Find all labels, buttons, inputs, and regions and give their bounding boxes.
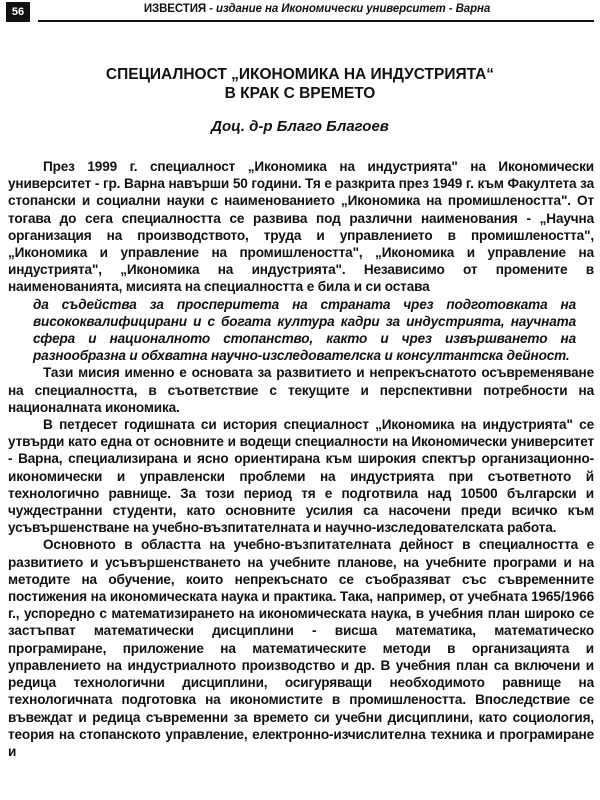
paragraph-1: През 1999 г. специалност „Икономика на индустрията" на Икономически университет - гр. Варна навърши 50 години. Тя е разкрита през 1949 г. към Факултета за стопански и социални науки с наименованието „Икономика на промишлеността". От тогава до сега специалността се развива под различни наименования - „Научна организация на производството, труда и управлението в промишлеността", „Икономика и управление на промишлеността", „Икономика и управление на индустрията", „Икономика на индустрията". Независимо от промените в наименованията, мисията на специалността е била и си остава <box>8 159 594 295</box>
article-body <box>8 158 594 760</box>
paragraph-2: Тази мисия именно е основата за развитието и непрекъснатото осъвременяване на специалността, в съответствие с текущите и перспективни потребности на националната икономика. <box>8 365 594 415</box>
journal-title-upper: ИЗВЕСТИЯ <box>143 3 207 15</box>
header-rule <box>38 20 594 22</box>
journal-title-rest: - издание на Икономически университет - Варна <box>206 3 491 15</box>
article-title-line-1: СПЕЦИАЛНОСТ „ИКОНОМИКА НА ИНДУСТРИЯТА“ <box>105 66 495 83</box>
article-author: Доц. д-р Благо Благоев <box>211 118 389 135</box>
page-number: 56 <box>6 2 30 22</box>
article-title <box>20 65 580 103</box>
article-title-line-2: В КРАК С ВРЕМЕТО <box>224 85 376 102</box>
running-header <box>6 0 594 24</box>
mission-quote: да съдейства за просперитета на страната чрез подготовката на висококвалифицирани и с богата култура кадри за индустрията, научната сфера и националното стопанство, както и чрез извършването на разнообразна и обхватна научно-изследователска и консултантска дейност. <box>33 296 576 364</box>
journal-title <box>40 3 594 15</box>
paragraph-4: Основното в областта на учебно-възпитателната дейност в специалността е развитието и усъвършенстването на учебните планове, на учебните програми и на методите на обучение, които непрекъснато се съобразяват със съвременните постижения на икономическата наука и практика. Така, например, от учебната 1965/1966 г., успоредно с математизирането на икономическата наука, в учебния план широко се застъпват математически дисциплини - висша математика, математическо програмиране, приложение на математическите методи в организацията и управлението на индустриалното производство и др. В учебния план са включени и редица технологични дисциплини, осигуряващи необходимото равнище на технологичната подготовка на икономистите в промишлеността. Впоследствие се въвеждат и редица съвременни за времето си учебни дисциплини, като социология, теория на стопанското управление, електронно-изчислителна техника и програмиране и <box>8 537 594 759</box>
paragraph-3: В петдесет годишната си история специалност „Икономика на индустрията" се утвърди като една от основните и водещи специалности на Икономически университет - Варна, специализирана и ясно ориентирана към широкия спектър организационно-икономически и управленски проблеми на индустрията при съответното й технологично равнище. За този период тя е подготвила над 10500 български и чуждестранни студенти, като основните усилия са насочени преди всичко към усъвършенстване на учебно-възпитателната и научно-изследователската работа. <box>8 417 594 536</box>
